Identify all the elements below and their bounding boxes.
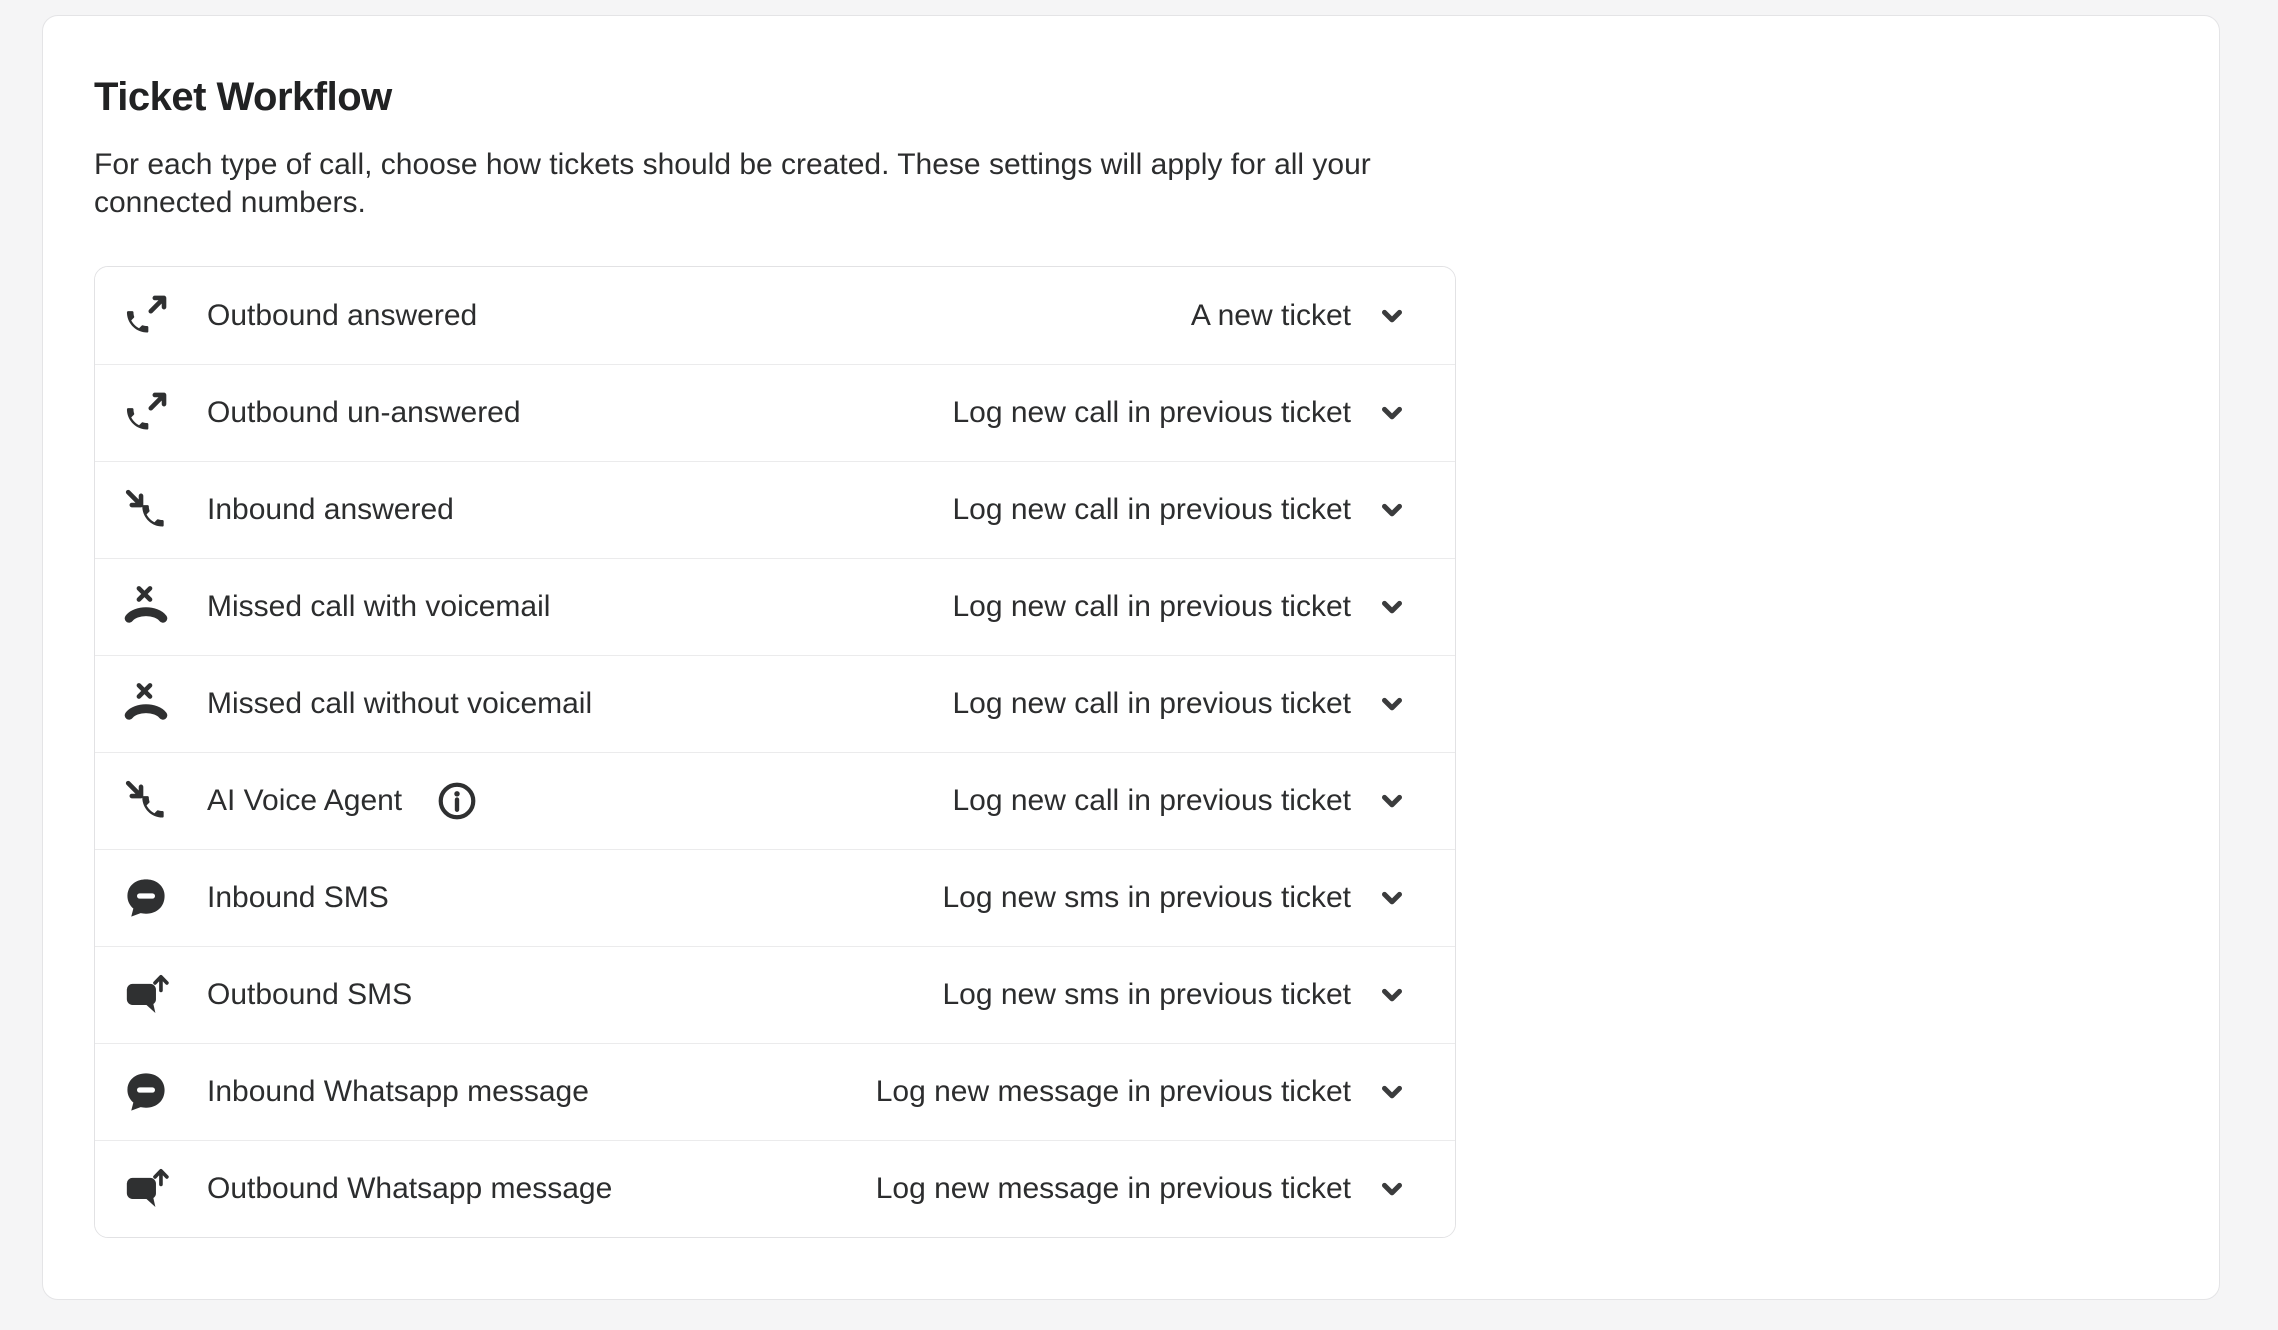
selected-option: Log new call in previous ticket <box>952 687 1351 720</box>
workflow-row <box>95 1140 1455 1237</box>
workflow-row <box>95 461 1455 558</box>
workflow-row <box>95 558 1455 655</box>
chevron-down-icon <box>1377 980 1407 1010</box>
ticket-action-select[interactable] <box>1191 299 1407 333</box>
ticket-action-select[interactable] <box>952 590 1407 624</box>
workflow-row <box>95 752 1455 849</box>
chevron-down-icon <box>1377 1174 1407 1204</box>
workflow-row-label: Inbound answered <box>207 493 454 526</box>
selected-option: Log new call in previous ticket <box>952 784 1351 817</box>
phone-outgoing-icon <box>123 390 169 436</box>
workflow-row-label: Outbound Whatsapp message <box>207 1172 613 1205</box>
selected-option: Log new call in previous ticket <box>952 590 1351 623</box>
workflow-row-label: Inbound SMS <box>207 881 389 914</box>
workflow-row <box>95 849 1455 946</box>
workflow-row-label: AI Voice Agent <box>207 784 403 817</box>
workflow-row-label: Missed call with voicemail <box>207 590 551 623</box>
phone-outgoing-icon <box>123 293 169 339</box>
ticket-action-select[interactable] <box>952 493 1407 527</box>
workflow-row-label: Missed call without voicemail <box>207 687 593 720</box>
selected-option: A new ticket <box>1190 298 1351 332</box>
info-icon[interactable] <box>436 780 478 822</box>
workflow-row <box>95 1043 1455 1140</box>
workflow-row-label: Outbound un-answered <box>207 396 521 429</box>
selected-option: Log new call in previous ticket <box>952 396 1351 429</box>
workflow-row-label: Outbound SMS <box>207 978 413 1011</box>
workflow-row <box>95 267 1455 364</box>
selected-option: Log new message in previous ticket <box>875 1075 1351 1108</box>
selected-option: Log new message in previous ticket <box>875 1172 1351 1205</box>
chevron-down-icon <box>1377 883 1407 913</box>
message-incoming-icon <box>123 1069 169 1115</box>
phone-missed-icon <box>123 584 169 630</box>
chevron-down-icon <box>1377 398 1407 428</box>
ticket-action-select[interactable] <box>952 396 1407 430</box>
chevron-down-icon <box>1377 495 1407 525</box>
message-outgoing-icon <box>123 972 169 1018</box>
page-description: For each type of call, choose how tickets should be created. These settings will apply for all your connected numbers. <box>94 148 1371 219</box>
ticket-action-select[interactable] <box>876 1075 1407 1109</box>
ticket-workflow-card <box>42 15 2220 1300</box>
selected-option: Log new sms in previous ticket <box>942 978 1351 1011</box>
selected-option: Log new sms in previous ticket <box>942 881 1351 914</box>
phone-incoming-icon <box>123 778 169 824</box>
message-incoming-icon <box>123 875 169 921</box>
workflow-row <box>95 655 1455 752</box>
ticket-action-select[interactable] <box>952 784 1407 818</box>
message-outgoing-icon <box>123 1166 169 1212</box>
ticket-action-select[interactable] <box>942 978 1407 1012</box>
workflow-row-label: Outbound answered <box>207 298 478 332</box>
chevron-down-icon <box>1377 592 1407 622</box>
chevron-down-icon <box>1377 301 1407 331</box>
ticket-action-select[interactable] <box>952 687 1407 721</box>
phone-incoming-icon <box>123 487 169 533</box>
workflow-row-label: Inbound Whatsapp message <box>207 1075 589 1108</box>
phone-missed-icon <box>123 681 169 727</box>
chevron-down-icon <box>1377 1077 1407 1107</box>
chevron-down-icon <box>1377 786 1407 816</box>
workflow-row <box>95 946 1455 1043</box>
ticket-action-select[interactable] <box>876 1172 1407 1206</box>
page-title: Ticket Workflow <box>94 75 392 119</box>
workflow-list <box>94 266 1456 1238</box>
chevron-down-icon <box>1377 689 1407 719</box>
ticket-action-select[interactable] <box>942 881 1407 915</box>
selected-option: Log new call in previous ticket <box>952 493 1351 526</box>
workflow-row <box>95 364 1455 461</box>
